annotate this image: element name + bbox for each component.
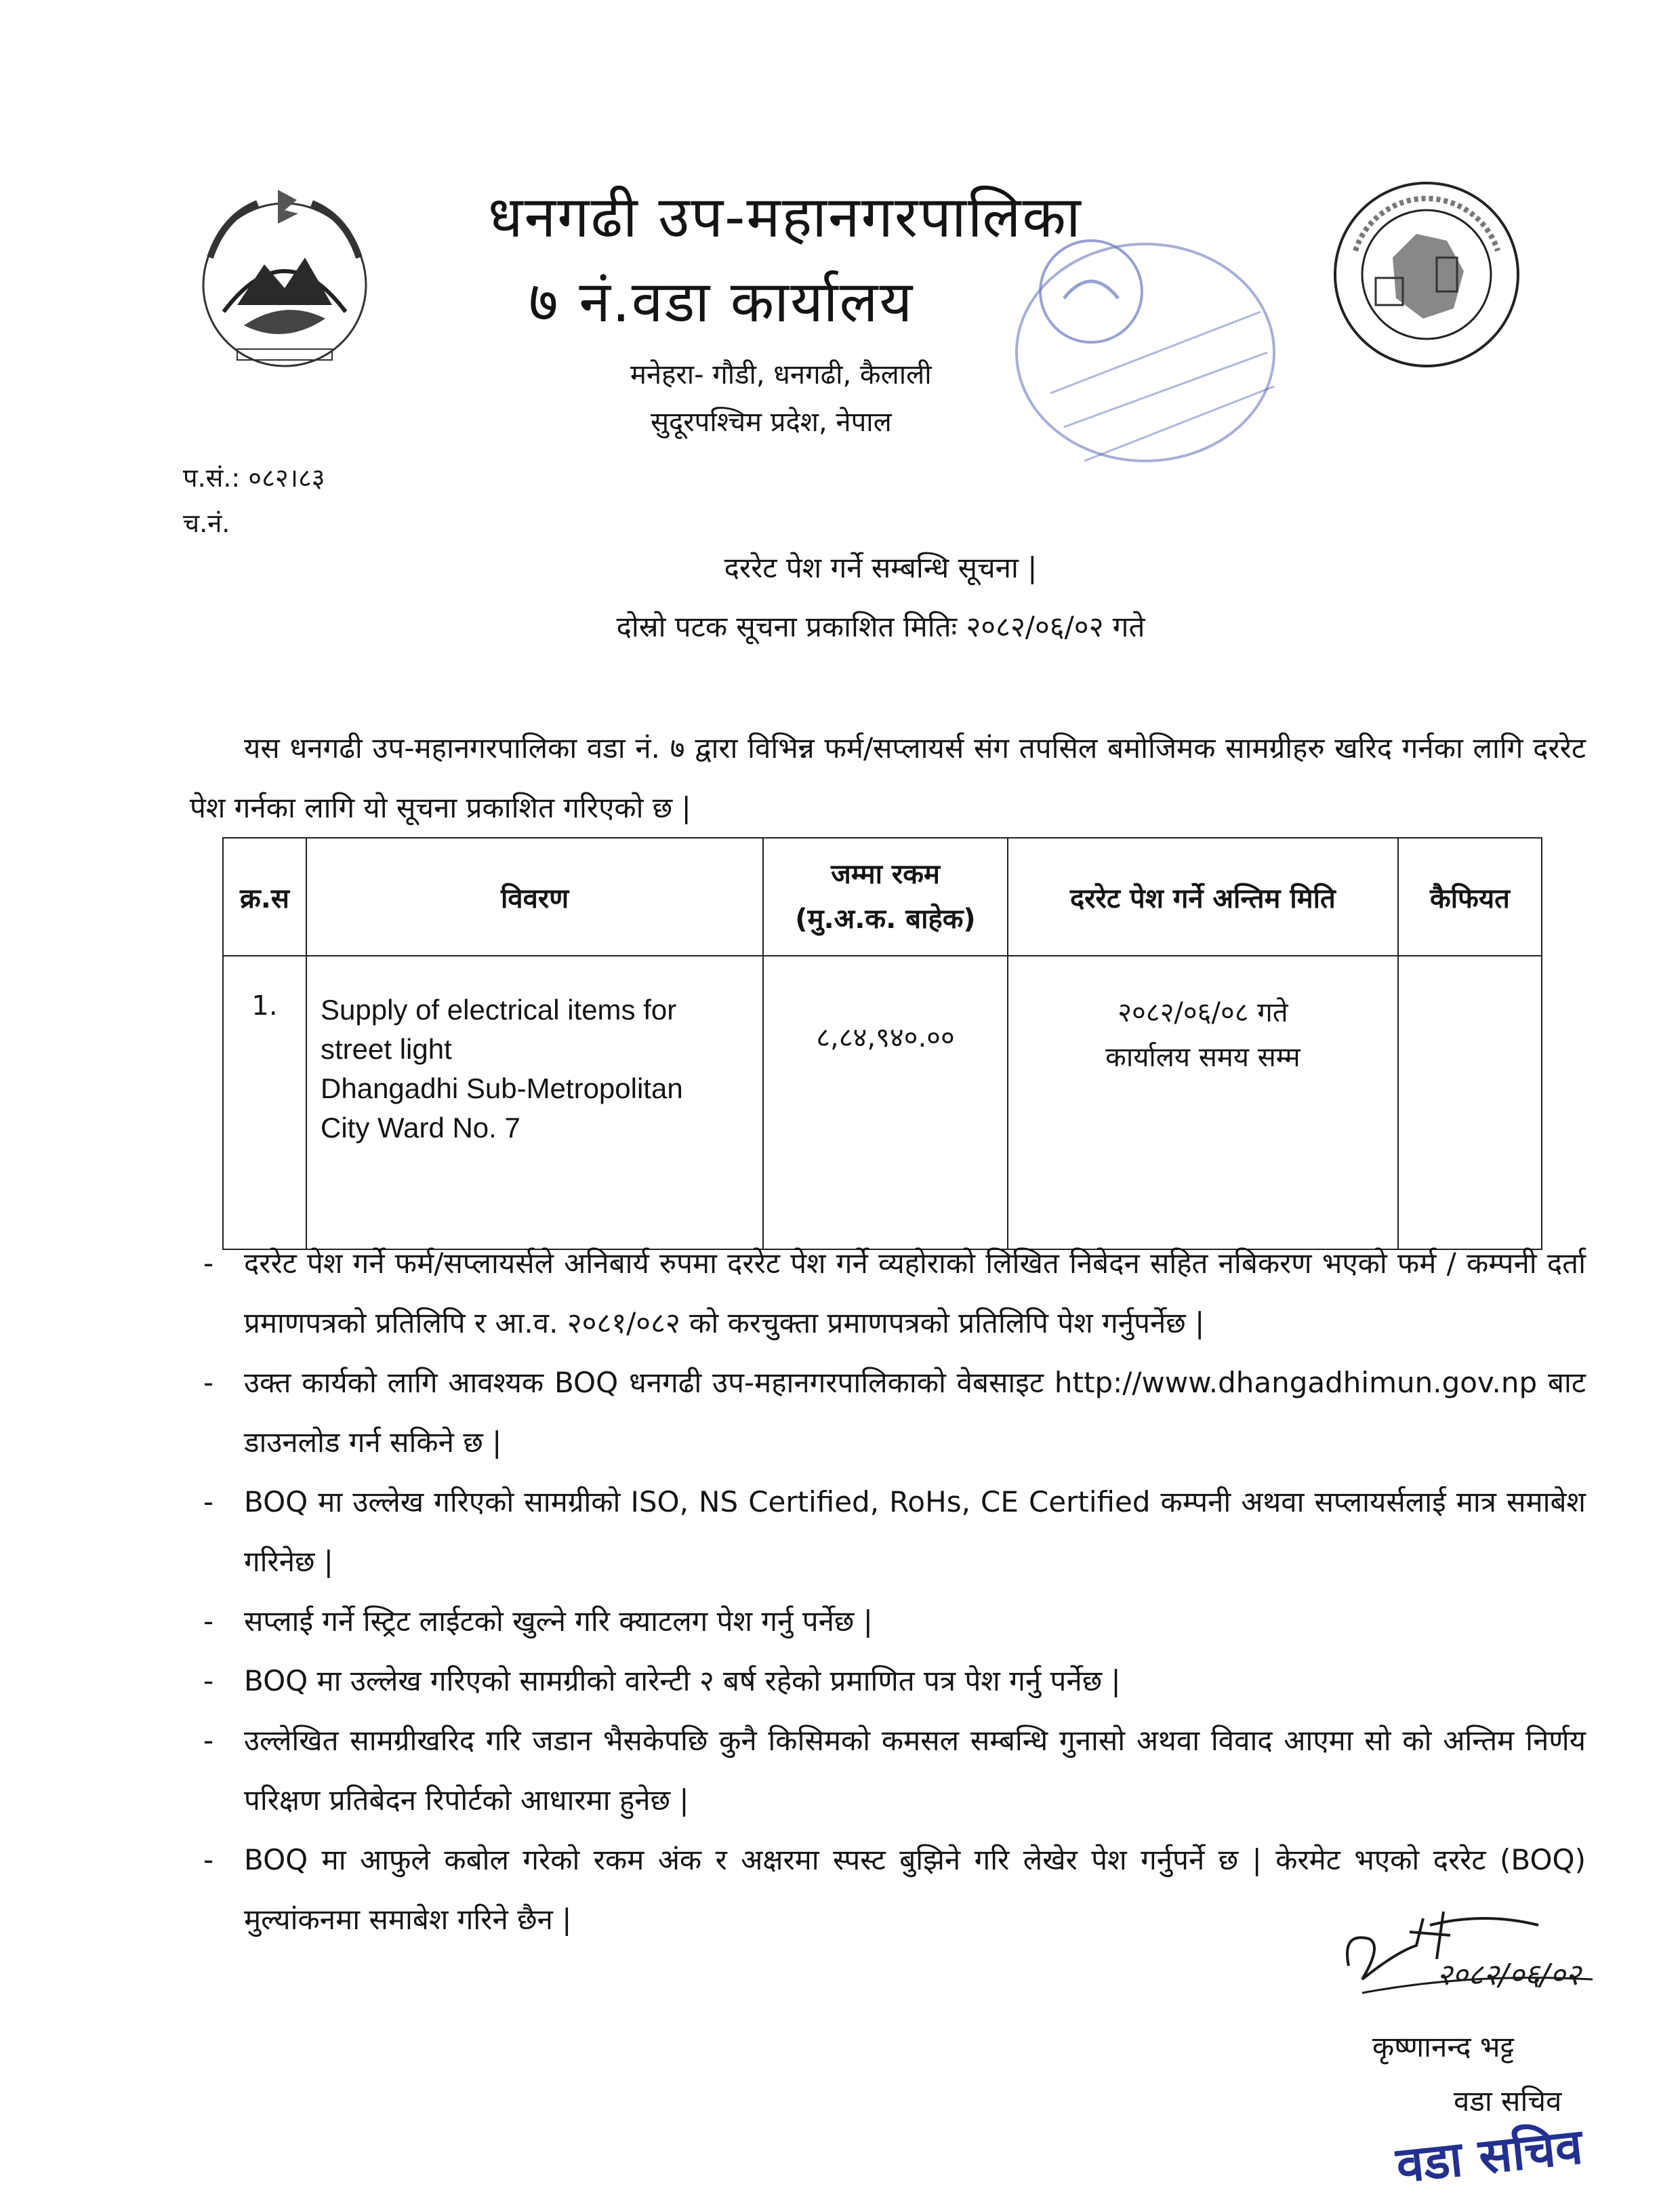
row-deadline-date: २०८२/०६/०८ गते [1118, 997, 1288, 1028]
header-amount-line-1: जम्मा रकम [831, 859, 940, 890]
header-amount-line-2: (मु.अ.क. बाहेक) [795, 904, 976, 935]
row-deadline-time: कार्यालय समय सम्म [1105, 1042, 1300, 1073]
office-stamp-icon [989, 224, 1288, 508]
tender-table [222, 837, 1542, 1250]
address-line-2: सुदूरपश्चिम प्रदेश, नेपाल [651, 407, 892, 438]
office-title: धनगढी उप-महानगरपालिका [488, 184, 1082, 250]
row-description-line-1: Supply of electrical items for [321, 994, 677, 1026]
row-serial-number: 1. [223, 956, 306, 1249]
conditions-list [203, 1234, 1586, 1950]
header-amount [763, 838, 1008, 956]
designation-seal-stamp: वडा सचिव [1393, 2117, 1585, 2194]
notice-intro-paragraph: यस धनगढी उप-महानगरपालिका वडा नं. ७ द्वारा विभिन्न फर्म/सप्लायर्स संग तपसिल बमोजिमक सामग्रीहरु खरिद गर्नका लागि दररेट पेश गर्नका लागि यो सूचना प्रकाशित गरिएको छ | [190, 731, 1586, 824]
row-description-line-4: City Ward No. 7 [321, 1112, 520, 1144]
list-item: - सप्लाई गर्ने स्ट्रिट लाईटको खुल्ने गरि क्याटलग पेश गर्नु पर्नेछ | [203, 1592, 1586, 1651]
letter-reference-number: प.सं.: ०८२।८३ [183, 463, 325, 493]
list-item: - उल्लेखित सामग्रीखरिद गरि जडान भैसकेपछि कुनै किसिमको कमसल सम्बन्धि गुनासो अथवा विवाद आएमा सो को अन्तिम निर्णय परिक्षण प्रतिबेदन रिपोर्टको आधारमा हुनेछ | [203, 1711, 1586, 1830]
list-item: - BOQ मा उल्लेख गरिएको सामग्रीको ISO, NS Certified, RoHs, CE Certified कम्पनी अथवा सप्लायर्सलाई मात्र समाबेश गरिनेछ | [203, 1472, 1586, 1592]
table-header-row [223, 838, 1542, 956]
row-description-line-2: street light [321, 1033, 452, 1065]
dhangadhi-municipality-logo-icon [1328, 176, 1525, 373]
svg-text:२०८२/०६/०२: २०८२/०६/०२ [1437, 1958, 1581, 1992]
dispatch-number: च.नं. [183, 508, 230, 538]
notice-publish-date: दोस्रो पटक सूचना प्रकाशित मितिः २०८२/०६/०२ गते [616, 610, 1145, 643]
list-item: - दररेट पेश गर्ने फर्म/सप्लायर्सले अनिबार्य रुपमा दररेट पेश गर्ने व्यहोराको लिखित निबेदन सहित नबिकरण भएको फर्म / कम्पनी दर्ता प्रमाणपत्रको प्रतिलिपि र आ.व. २०८१/०८२ को करचुक्ता प्रमाणपत्रको प्रतिलिपि पेश गर्नुपर्नेछ | [203, 1234, 1586, 1353]
row-remarks [1398, 956, 1542, 1249]
row-amount: ८,८४,९४०.०० [763, 956, 1008, 1249]
nepal-government-emblem-icon [183, 176, 386, 380]
list-item: - BOQ मा उल्लेख गरिएको सामग्रीको वारेन्टी २ बर्ष रहेको प्रमाणित पत्र पेश गर्नु पर्नेछ | [203, 1651, 1586, 1711]
address-line-1: मनेहरा- गौडी, धनगढी, कैलाली [630, 359, 932, 390]
row-description [306, 956, 763, 1249]
list-item: - BOQ मा आफुले कबोल गरेको रकम अंक र अक्षरमा स्पस्ट बुझिने गरि लेखेर पेश गर्नुपर्ने छ | केरमेट भएको दररेट (BOQ) मुल्यांकनमा समाबेश गरिने छैन | [203, 1830, 1586, 1950]
signature-icon [1335, 1905, 1620, 2006]
header-remarks: कैफियत [1398, 838, 1542, 956]
notice-title: दररेट पेश गर्ने सम्बन्धि सूचना | [724, 551, 1038, 584]
header-serial-number: क्र.स [223, 838, 306, 956]
row-description-line-3: Dhangadhi Sub-Metropolitan [321, 1072, 683, 1104]
table-row [223, 956, 1542, 1249]
signatory-designation: वडा सचिव [1454, 2084, 1562, 2118]
signatory-name: कृष्णानन्द भट्ट [1372, 2030, 1515, 2063]
ward-office-title: ७ नं.वडा कार्यालय [529, 268, 914, 335]
list-item: - उक्त कार्यको लागि आवश्यक BOQ धनगढी उप-महानगरपालिकाको वेबसाइट http://www.dhangadhimun.gov.np बाट डाउनलोड गर्न सकिने छ | [203, 1353, 1586, 1472]
header-deadline: दररेट पेश गर्ने अन्तिम मिति [1008, 838, 1398, 956]
row-deadline [1008, 956, 1398, 1249]
header-description: विवरण [306, 838, 763, 956]
